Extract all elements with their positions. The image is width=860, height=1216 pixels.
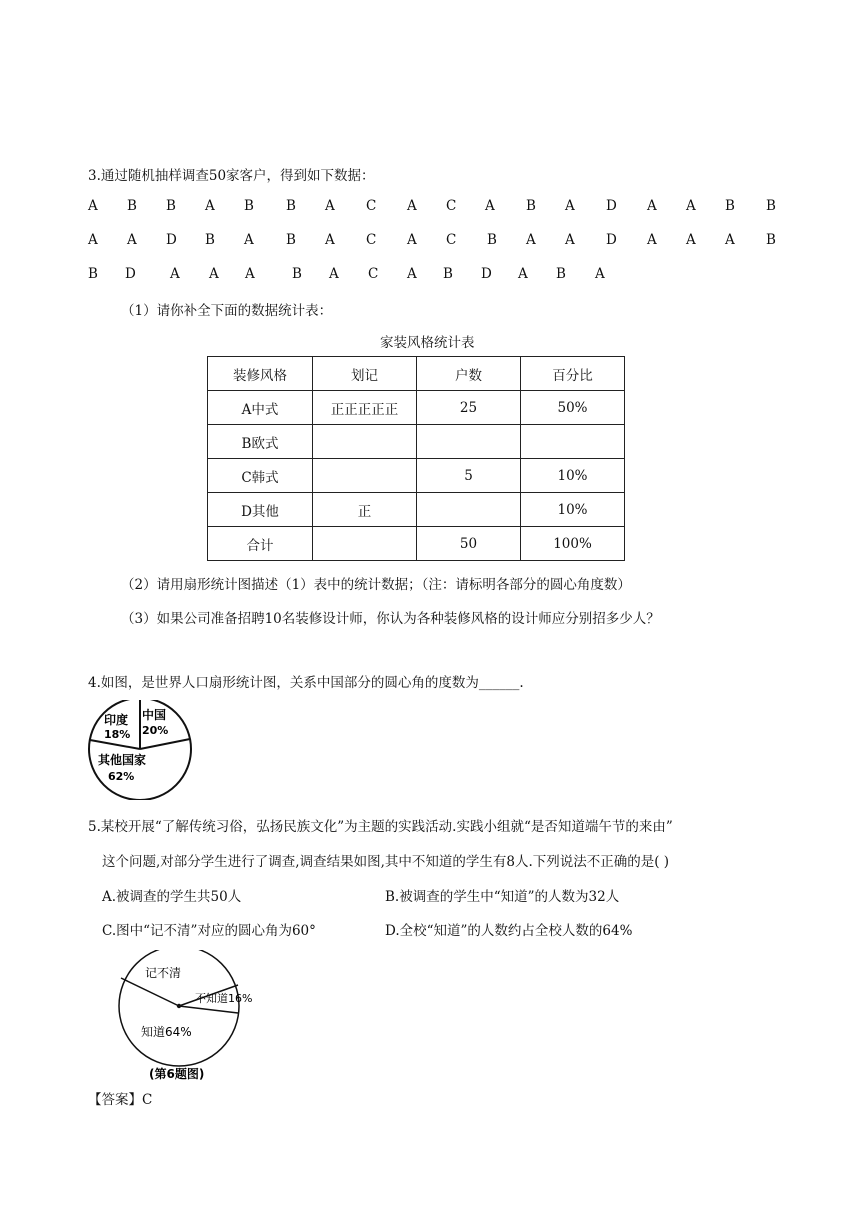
cell-count bbox=[417, 425, 521, 459]
cell-percent: 50% bbox=[521, 391, 625, 425]
data-letter: D bbox=[481, 266, 492, 282]
data-letter: C bbox=[446, 232, 457, 248]
cell-percent: 10% bbox=[521, 459, 625, 493]
data-letter: A bbox=[647, 232, 657, 248]
data-letter: B bbox=[487, 232, 497, 248]
answer: 【答案】C bbox=[88, 1092, 153, 1108]
cell-count: 5 bbox=[417, 459, 521, 493]
data-letter: A bbox=[245, 266, 255, 282]
data-letter: A bbox=[88, 198, 98, 214]
data-letter: D bbox=[606, 232, 617, 248]
data-letter: A bbox=[647, 198, 657, 214]
cell-count: 50 bbox=[417, 527, 521, 561]
data-letter: A bbox=[127, 232, 137, 248]
cell-style: C韩式 bbox=[208, 459, 313, 493]
table-title: 家装风格统计表 bbox=[380, 335, 475, 351]
option-a: A.被调查的学生共50人 bbox=[102, 889, 242, 905]
unknown-label: 不知道16% bbox=[195, 992, 253, 1005]
cell-tally: 正 bbox=[313, 493, 417, 527]
data-letter: A bbox=[407, 266, 417, 282]
data-letter: B bbox=[766, 232, 776, 248]
dragon-boat-survey-pie bbox=[113, 950, 263, 1084]
cell-percent: 10% bbox=[521, 493, 625, 527]
q3-sub3: （3）如果公司准备招聘10名装修设计师，你认为各种装修风格的设计师应分别招多少人？ bbox=[121, 611, 660, 627]
data-letter: B bbox=[526, 198, 536, 214]
header-style: 装修风格 bbox=[208, 357, 313, 391]
option-c: C.图中“记不清”对应的圆心角为60° bbox=[102, 923, 316, 939]
data-letter: A bbox=[407, 198, 417, 214]
figure-caption: (第6题图) bbox=[149, 1067, 205, 1081]
data-letter: A bbox=[565, 232, 575, 248]
cell-style: A中式 bbox=[208, 391, 313, 425]
cell-count bbox=[417, 493, 521, 527]
data-letter: B bbox=[88, 266, 98, 282]
other-label: 其他国家 bbox=[98, 753, 147, 767]
table-row bbox=[208, 391, 625, 425]
data-letter: A bbox=[518, 266, 528, 282]
data-letter: A bbox=[686, 232, 696, 248]
data-letter: A bbox=[329, 266, 339, 282]
data-letter: B bbox=[244, 198, 254, 214]
world-population-pie bbox=[86, 700, 198, 800]
q5-stem-line2: 这个问题,对部分学生进行了调查,调查结果如图,其中不知道的学生有8人.下列说法不正确的是( ) bbox=[102, 854, 670, 870]
data-letter: C bbox=[368, 266, 379, 282]
cell-tally: 正正正正正 bbox=[313, 391, 417, 425]
data-letter: A bbox=[88, 232, 98, 248]
china-label: 中国 bbox=[142, 708, 167, 722]
cell-count: 25 bbox=[417, 391, 521, 425]
cell-tally bbox=[313, 425, 417, 459]
data-letter: A bbox=[407, 232, 417, 248]
cell-tally bbox=[313, 459, 417, 493]
data-letter: B bbox=[166, 198, 176, 214]
data-letter: A bbox=[325, 198, 335, 214]
data-letter: B bbox=[127, 198, 137, 214]
data-letter: A bbox=[325, 232, 335, 248]
data-letter: B bbox=[556, 266, 566, 282]
option-d: D.全校“知道”的人数约占全校人数的64% bbox=[385, 923, 633, 939]
data-letter: C bbox=[366, 198, 377, 214]
header-count: 户数 bbox=[417, 357, 521, 391]
data-letter: C bbox=[366, 232, 377, 248]
table-row bbox=[208, 425, 625, 459]
data-letter: A bbox=[565, 198, 575, 214]
other-pct: 62% bbox=[108, 770, 135, 783]
table-header-row bbox=[208, 357, 625, 391]
style-stat-table bbox=[207, 356, 625, 561]
data-letter: C bbox=[446, 198, 457, 214]
header-percent: 百分比 bbox=[521, 357, 625, 391]
cell-tally bbox=[313, 527, 417, 561]
data-letter: A bbox=[170, 266, 180, 282]
q5-stem-line1: 5.某校开展“了解传统习俗，弘扬民族文化”为主题的实践活动.实践小组就“是否知道端午节的来由” bbox=[88, 819, 673, 835]
option-b: B.被调查的学生中“知道”的人数为32人 bbox=[385, 889, 620, 905]
india-pct: 18% bbox=[104, 728, 131, 741]
q4-stem: 4.如图，是世界人口扇形统计图，关系中国部分的圆心角的度数为______. bbox=[88, 675, 524, 691]
data-letter: B bbox=[286, 232, 296, 248]
cell-style: 合计 bbox=[208, 527, 313, 561]
data-letter: A bbox=[595, 266, 605, 282]
data-letter: B bbox=[286, 198, 296, 214]
cell-style: B欧式 bbox=[208, 425, 313, 459]
data-letter: A bbox=[209, 266, 219, 282]
data-letter: A bbox=[485, 198, 495, 214]
data-letter: B bbox=[443, 266, 453, 282]
pie-center-dot bbox=[177, 1004, 181, 1008]
q3-sub1: （1）请你补全下面的数据统计表： bbox=[121, 303, 333, 319]
table-row bbox=[208, 493, 625, 527]
data-letter: D bbox=[125, 266, 136, 282]
india-label: 印度 bbox=[104, 713, 129, 727]
data-letter: A bbox=[205, 198, 215, 214]
cell-style: D其他 bbox=[208, 493, 313, 527]
unclear-label: 记不清 bbox=[145, 966, 182, 980]
q3-sub2: （2）请用扇形统计图描述（1）表中的统计数据；（注：请标明各部分的圆心角度数） bbox=[121, 577, 631, 593]
data-letter: B bbox=[205, 232, 215, 248]
table-row bbox=[208, 459, 625, 493]
cell-percent bbox=[521, 425, 625, 459]
known-label: 知道64% bbox=[141, 1025, 192, 1039]
table-row bbox=[208, 527, 625, 561]
q3-stem: 3.通过随机抽样调查50家客户，得到如下数据： bbox=[88, 168, 375, 184]
cell-percent: 100% bbox=[521, 527, 625, 561]
data-letter: A bbox=[686, 198, 696, 214]
data-letter: B bbox=[725, 198, 735, 214]
data-letter: D bbox=[606, 198, 617, 214]
data-letter: D bbox=[166, 232, 177, 248]
data-letter: B bbox=[292, 266, 302, 282]
china-pct: 20% bbox=[142, 724, 169, 737]
data-letter: B bbox=[766, 198, 776, 214]
data-letter: A bbox=[725, 232, 735, 248]
header-tally: 划记 bbox=[313, 357, 417, 391]
data-letter: A bbox=[526, 232, 536, 248]
data-letter: A bbox=[244, 232, 254, 248]
